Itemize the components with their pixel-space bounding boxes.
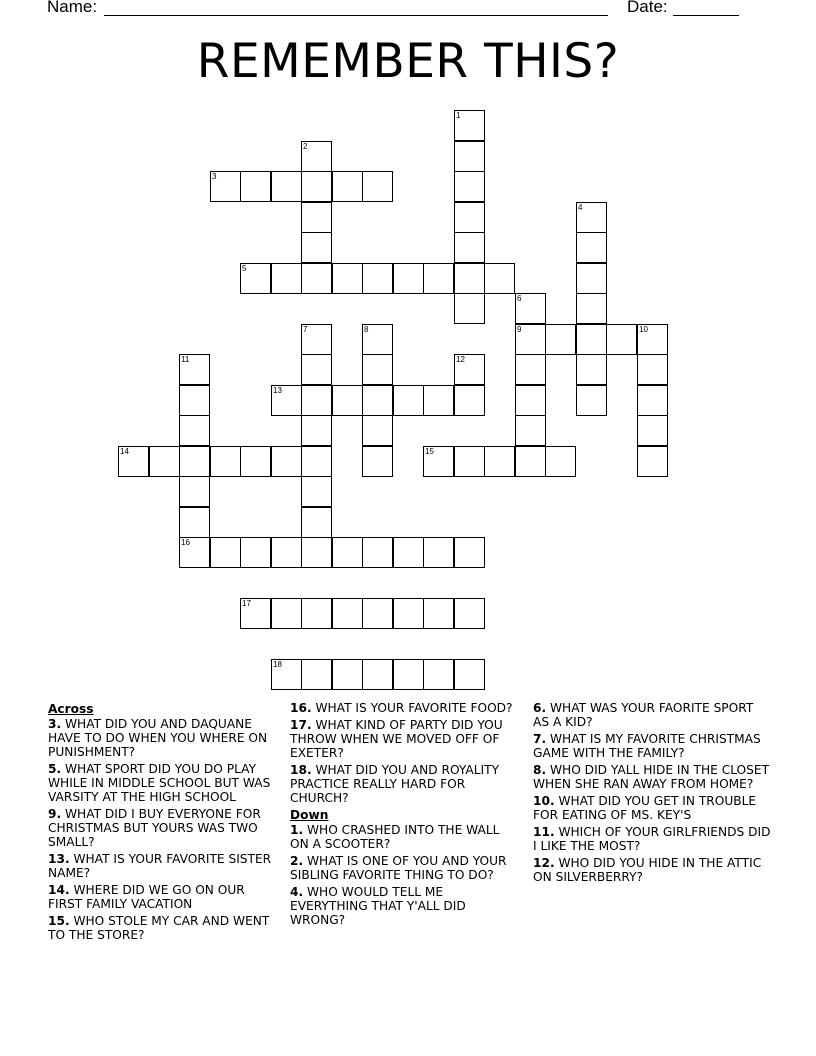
clue-text: WHAT DID YOU GET IN TROUBLE FOR EATING OF MS. KEY'S (533, 794, 757, 822)
crossword-cell[interactable] (179, 415, 210, 446)
clue-down-7 (533, 732, 773, 760)
crossword-cell[interactable] (210, 171, 241, 202)
crossword-cell[interactable] (454, 232, 485, 263)
crossword-cell[interactable] (332, 171, 363, 202)
clue-text: WHAT SPORT DID YOU DO PLAY WHILE IN MIDDLE SCHOOL BUT WAS VARSITY AT THE HIGH SCHOOL (48, 762, 271, 804)
crossword-cell[interactable] (271, 446, 302, 477)
cell-number: 3 (212, 172, 217, 181)
crossword-cell[interactable] (301, 415, 332, 446)
crossword-cell[interactable] (271, 537, 302, 568)
clue-text: WHO STOLE MY CAR AND WENT TO THE STORE? (48, 914, 270, 942)
crossword-cell[interactable] (362, 171, 393, 202)
clue-column-1 (48, 701, 280, 945)
clue-down-6 (533, 701, 773, 729)
crossword-cell[interactable] (515, 324, 546, 355)
clue-number: 17. (290, 718, 312, 732)
crossword-cell[interactable] (271, 659, 302, 690)
name-label: Name: (47, 0, 98, 16)
crossword-cell[interactable] (210, 446, 241, 477)
crossword-cell[interactable] (484, 446, 515, 477)
crossword-cell[interactable] (179, 537, 210, 568)
crossword-cell[interactable] (423, 537, 454, 568)
crossword-cell[interactable] (393, 537, 424, 568)
clue-number: 8. (533, 763, 547, 777)
clue-down-12 (533, 856, 773, 884)
clue-column-3 (533, 701, 773, 887)
clue-across-17 (290, 718, 522, 760)
clue-down-10 (533, 794, 773, 822)
clue-across-15 (48, 914, 280, 942)
crossword-cell[interactable] (454, 659, 485, 690)
crossword-cell[interactable] (332, 537, 363, 568)
crossword-cell[interactable] (301, 476, 332, 507)
crossword-cell[interactable] (149, 446, 180, 477)
crossword-cell[interactable] (240, 263, 271, 294)
clue-number: 12. (533, 856, 555, 870)
crossword-cell[interactable] (179, 354, 210, 385)
crossword-cell[interactable] (423, 598, 454, 629)
clue-number: 5. (48, 762, 62, 776)
crossword-cell[interactable] (362, 537, 393, 568)
crossword-cell[interactable] (393, 263, 424, 294)
cell-number: 17 (242, 599, 251, 608)
crossword-cell[interactable] (210, 537, 241, 568)
crossword-cell[interactable] (393, 385, 424, 416)
crossword-cell[interactable] (271, 263, 302, 294)
crossword-cell[interactable] (637, 354, 668, 385)
cell-number: 15 (425, 447, 434, 456)
clue-down-8 (533, 763, 773, 791)
clue-number: 10. (533, 794, 555, 808)
crossword-cell[interactable] (332, 385, 363, 416)
clue-number: 4. (290, 885, 304, 899)
clue-column-2 (290, 701, 522, 930)
crossword-cell[interactable] (454, 385, 485, 416)
clue-number: 6. (533, 701, 547, 715)
clue-number: 1. (290, 823, 304, 837)
crossword-cell[interactable] (393, 598, 424, 629)
clue-number: 16. (290, 701, 312, 715)
crossword-cell[interactable] (423, 659, 454, 690)
crossword-cell[interactable] (454, 171, 485, 202)
crossword-cell[interactable] (301, 354, 332, 385)
clue-text: WHO CRASHED INTO THE WALL ON A SCOOTER? (290, 823, 500, 851)
clue-across-16 (290, 701, 522, 715)
crossword-cell[interactable] (179, 507, 210, 538)
crossword-cell[interactable] (576, 263, 607, 294)
cell-number: 8 (364, 325, 369, 334)
clue-across-13 (48, 852, 280, 880)
cell-number: 7 (303, 325, 308, 334)
crossword-cell[interactable] (454, 293, 485, 324)
clue-text: WHICH OF YOUR GIRLFRIENDS DID I LIKE THE MOST? (533, 825, 771, 853)
clue-text: WHO WOULD TELL ME EVERYTHING THAT Y'ALL DID WRONG? (290, 885, 466, 927)
crossword-cell[interactable] (301, 385, 332, 416)
clue-text: WHAT IS YOUR FAVORITE FOOD? (315, 701, 513, 715)
clue-number: 13. (48, 852, 70, 866)
crossword-cell[interactable] (301, 171, 332, 202)
crossword-cell[interactable] (301, 537, 332, 568)
date-label: Date: (627, 0, 668, 16)
crossword-cell[interactable] (576, 354, 607, 385)
crossword-cell[interactable] (362, 659, 393, 690)
clue-across-14 (48, 883, 280, 911)
crossword-cell[interactable] (362, 446, 393, 477)
clue-text: WHAT IS ONE OF YOU AND YOUR SIBLING FAVORITE THING TO DO? (290, 854, 507, 882)
clue-across-18 (290, 763, 522, 805)
across-heading: Across (48, 702, 94, 716)
crossword-cell[interactable] (179, 476, 210, 507)
clue-text: WHO DID YOU HIDE IN THE ATTIC ON SILVERBERRY? (533, 856, 762, 884)
cell-number: 10 (639, 325, 648, 334)
crossword-cell[interactable] (454, 354, 485, 385)
cell-number: 11 (181, 355, 190, 364)
crossword-cell[interactable] (332, 598, 363, 629)
crossword-cell[interactable] (637, 385, 668, 416)
cell-number: 12 (456, 355, 465, 364)
cell-number: 1 (456, 111, 461, 120)
crossword-cell[interactable] (179, 446, 210, 477)
cell-number: 5 (242, 264, 247, 273)
cell-number: 2 (303, 142, 308, 151)
clue-down-4 (290, 885, 522, 927)
crossword-cell[interactable] (301, 263, 332, 294)
clue-across-5 (48, 762, 280, 804)
crossword-cell[interactable] (362, 415, 393, 446)
crossword-cell[interactable] (301, 446, 332, 477)
crossword-cell[interactable] (362, 385, 393, 416)
crossword-cell[interactable] (271, 385, 302, 416)
crossword-cell[interactable] (637, 324, 668, 355)
clue-number: 2. (290, 854, 304, 868)
crossword-cell[interactable] (454, 202, 485, 233)
crossword-cell[interactable] (301, 659, 332, 690)
crossword-cell[interactable] (301, 232, 332, 263)
crossword-cell[interactable] (240, 598, 271, 629)
crossword-cell[interactable] (576, 324, 607, 355)
crossword-cell[interactable] (301, 202, 332, 233)
crossword-cell[interactable] (576, 385, 607, 416)
clue-number: 7. (533, 732, 547, 746)
clue-down-2 (290, 854, 522, 882)
clue-down-11 (533, 825, 773, 853)
crossword-cell[interactable] (240, 446, 271, 477)
crossword-cell[interactable] (362, 324, 393, 355)
clue-text: WHAT DID I BUY EVERYONE FOR CHRISTMAS BUT YOURS WAS TWO SMALL? (48, 807, 261, 849)
crossword-cell[interactable] (454, 537, 485, 568)
crossword-cell[interactable] (118, 446, 149, 477)
clue-text: WHERE DID WE GO ON OUR FIRST FAMILY VACATION (48, 883, 245, 911)
crossword-cell[interactable] (637, 415, 668, 446)
crossword-cell[interactable] (240, 171, 271, 202)
cell-number: 14 (120, 447, 129, 456)
crossword-cell[interactable] (454, 141, 485, 172)
crossword-cell[interactable] (515, 293, 546, 324)
clue-number: 11. (533, 825, 555, 839)
crossword-cell[interactable] (545, 446, 576, 477)
crossword-cell[interactable] (423, 446, 454, 477)
crossword-cell[interactable] (515, 415, 546, 446)
crossword-cell[interactable] (454, 110, 485, 141)
clue-text: WHAT WAS YOUR FAORITE SPORT AS A KID? (533, 701, 754, 729)
crossword-cell[interactable] (301, 324, 332, 355)
crossword-cell[interactable] (423, 385, 454, 416)
crossword-cell[interactable] (606, 324, 637, 355)
clue-text: WHO DID YALL HIDE IN THE CLOSET WHEN SHE RAN AWAY FROM HOME? (533, 763, 770, 791)
crossword-cell[interactable] (301, 507, 332, 538)
crossword-cell[interactable] (515, 385, 546, 416)
clue-text: WHAT DID YOU AND ROYALITY PRACTICE REALLY HARD FOR CHURCH? (290, 763, 500, 805)
crossword-cell[interactable] (515, 446, 546, 477)
crossword-cell[interactable] (271, 171, 302, 202)
cell-number: 9 (517, 325, 522, 334)
crossword-cell[interactable] (576, 232, 607, 263)
clue-text: WHAT KIND OF PARTY DID YOU THROW WHEN WE MOVED OFF OF EXETER? (290, 718, 503, 760)
crossword-cell[interactable] (240, 537, 271, 568)
crossword-cell[interactable] (179, 385, 210, 416)
clue-text: WHAT IS YOUR FAVORITE SISTER NAME? (48, 852, 272, 880)
down-heading: Down (290, 808, 329, 822)
clue-number: 3. (48, 717, 62, 731)
cell-number: 13 (273, 386, 282, 395)
clue-number: 15. (48, 914, 70, 928)
crossword-cell[interactable] (301, 598, 332, 629)
clue-text: WHAT DID YOU AND DAQUANE HAVE TO DO WHEN YOU WHERE ON PUNISHMENT? (48, 717, 268, 759)
crossword-cell[interactable] (454, 263, 485, 294)
crossword-cell[interactable] (576, 293, 607, 324)
clue-number: 18. (290, 763, 312, 777)
crossword-cell[interactable] (362, 598, 393, 629)
crossword-cell[interactable] (271, 598, 302, 629)
crossword-cell[interactable] (362, 263, 393, 294)
cell-number: 4 (578, 203, 583, 212)
clue-across-3 (48, 717, 280, 759)
cell-number: 18 (273, 660, 282, 669)
crossword-cell[interactable] (301, 141, 332, 172)
crossword-cell[interactable] (515, 354, 546, 385)
cell-number: 6 (517, 294, 522, 303)
clue-down-1 (290, 823, 522, 851)
crossword-cell[interactable] (332, 263, 363, 294)
clue-across-9 (48, 807, 280, 849)
crossword-cell[interactable] (393, 659, 424, 690)
crossword-cell[interactable] (545, 324, 576, 355)
crossword-cell[interactable] (332, 659, 363, 690)
crossword-cell[interactable] (423, 263, 454, 294)
crossword-cell[interactable] (576, 202, 607, 233)
page-title: REMEMBER THIS? (196, 34, 620, 89)
crossword-cell[interactable] (454, 446, 485, 477)
crossword-cell[interactable] (484, 263, 515, 294)
crossword-cell[interactable] (362, 354, 393, 385)
crossword-cell[interactable] (454, 598, 485, 629)
crossword-cell[interactable] (637, 446, 668, 477)
clue-text: WHAT IS MY FAVORITE CHRISTMAS GAME WITH THE FAMILY? (533, 732, 761, 760)
clue-number: 9. (48, 807, 62, 821)
clue-number: 14. (48, 883, 70, 897)
cell-number: 16 (181, 538, 190, 547)
